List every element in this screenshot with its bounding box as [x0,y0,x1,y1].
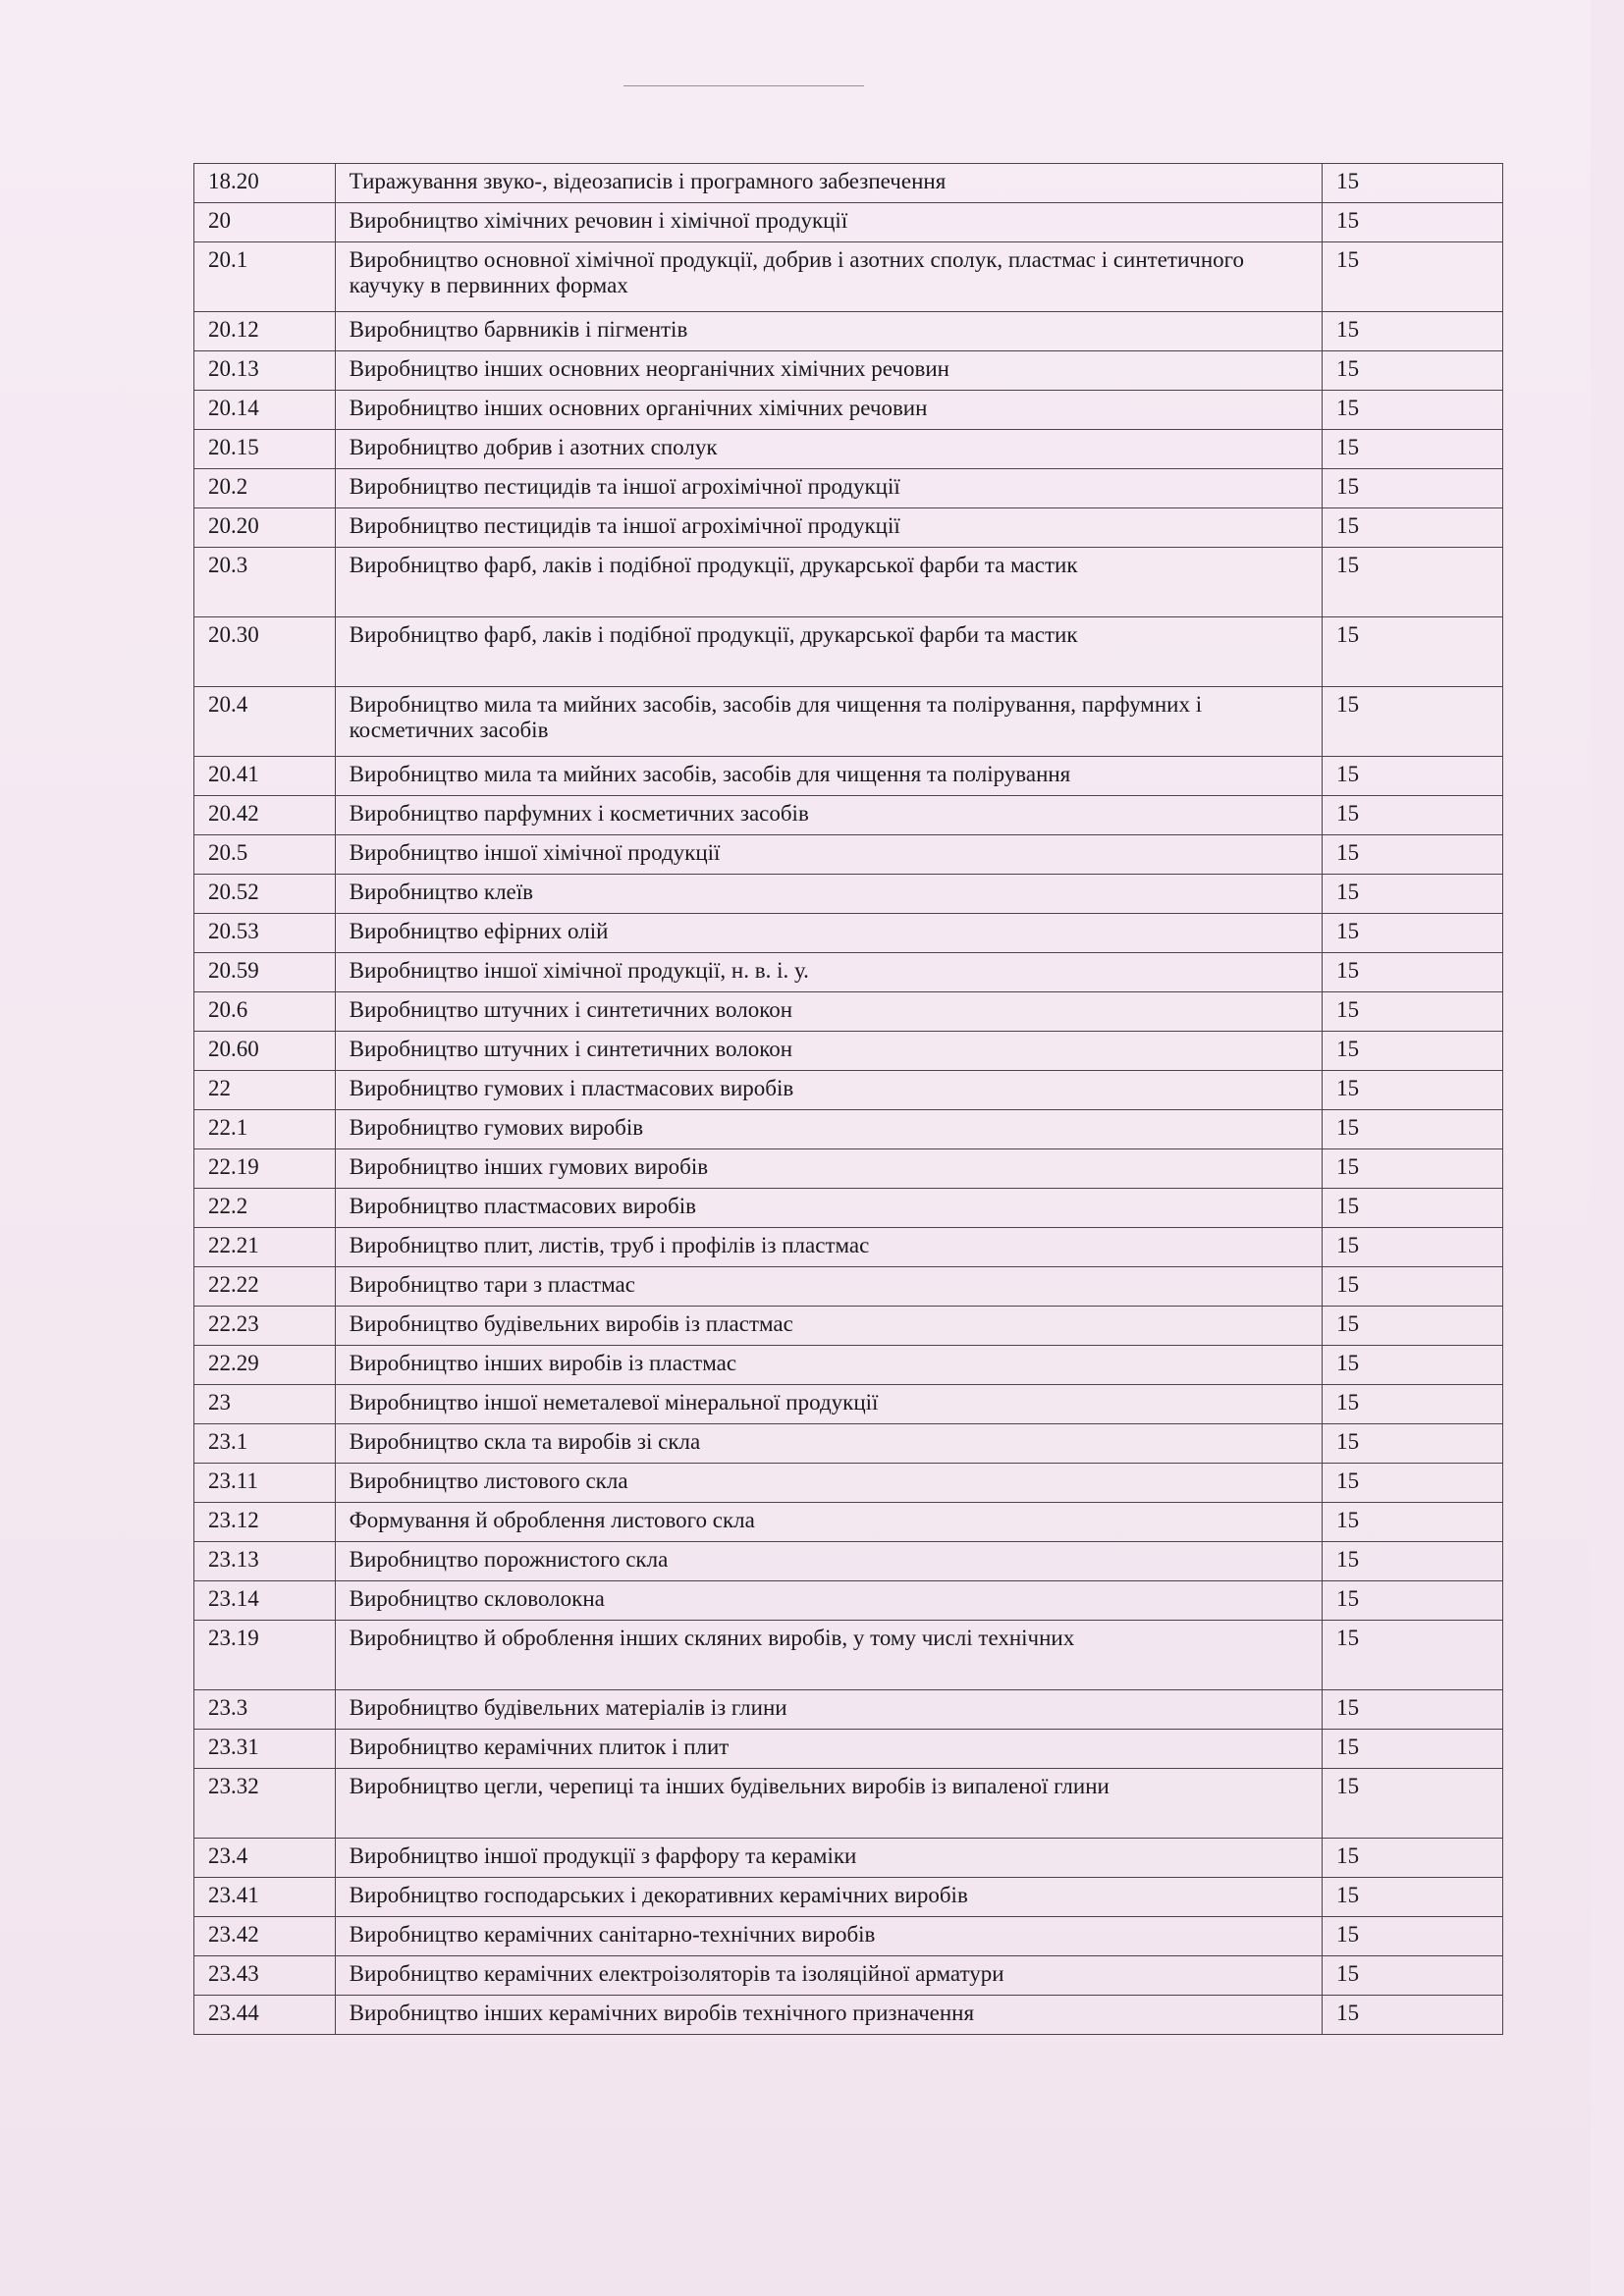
row-code: 23.11 [194,1464,336,1503]
row-rate: 15 [1323,1621,1503,1690]
table-row [194,1542,1503,1581]
row-name: Виробництво пестицидів та іншої агрохімічної продукції [335,508,1322,548]
row-name: Виробництво основної хімічної продукції, добрив і азотних сполук, пластмас і синтетичного каучуку в первинних формах [335,242,1322,312]
row-code: 20.1 [194,242,336,312]
row-code: 20.53 [194,914,336,953]
table-row [194,1839,1503,1878]
row-rate: 15 [1323,617,1503,687]
row-rate: 15 [1323,1385,1503,1424]
row-code: 23.4 [194,1839,336,1878]
table-row [194,1385,1503,1424]
table-row [194,617,1503,687]
row-rate: 15 [1323,430,1503,469]
table-row [194,1878,1503,1917]
row-code: 20.59 [194,953,336,992]
row-name: Виробництво гумових виробів [335,1110,1322,1149]
row-rate: 15 [1323,1690,1503,1730]
row-name: Виробництво листового скла [335,1464,1322,1503]
row-name: Виробництво скловолокна [335,1581,1322,1621]
row-rate: 15 [1323,1071,1503,1110]
table-row [194,1424,1503,1464]
row-rate: 15 [1323,992,1503,1032]
row-name: Виробництво керамічних плиток і плит [335,1730,1322,1769]
row-rate: 15 [1323,242,1503,312]
row-code: 22.23 [194,1307,336,1346]
row-rate: 15 [1323,312,1503,351]
row-code: 20.15 [194,430,336,469]
row-code: 23.14 [194,1581,336,1621]
table-row [194,1621,1503,1690]
row-rate: 15 [1323,914,1503,953]
table-row [194,203,1503,242]
row-name: Виробництво будівельних виробів із пластмас [335,1307,1322,1346]
table-row [194,687,1503,757]
row-code: 22.21 [194,1228,336,1267]
row-code: 20.13 [194,351,336,391]
row-rate: 15 [1323,687,1503,757]
row-rate: 15 [1323,1267,1503,1307]
table-row [194,1769,1503,1839]
row-code: 20.52 [194,875,336,914]
row-code: 23.3 [194,1690,336,1730]
row-code: 20.2 [194,469,336,508]
row-code: 23.41 [194,1878,336,1917]
row-name: Виробництво скла та виробів зі скла [335,1424,1322,1464]
row-code: 20 [194,203,336,242]
row-name: Виробництво інших гумових виробів [335,1149,1322,1189]
row-code: 20.14 [194,391,336,430]
row-rate: 15 [1323,1110,1503,1149]
row-name: Виробництво гумових і пластмасових виробів [335,1071,1322,1110]
row-code: 23.32 [194,1769,336,1839]
row-rate: 15 [1323,1878,1503,1917]
table-row [194,835,1503,875]
row-rate: 15 [1323,1464,1503,1503]
table-row [194,469,1503,508]
row-code: 22.29 [194,1346,336,1385]
row-name: Виробництво господарських і декоративних керамічних виробів [335,1878,1322,1917]
row-name: Виробництво ефірних олій [335,914,1322,953]
row-name: Виробництво пестицидів та іншої агрохімічної продукції [335,469,1322,508]
table-row [194,1307,1503,1346]
row-name: Виробництво пластмасових виробів [335,1189,1322,1228]
row-rate: 15 [1323,1346,1503,1385]
row-name: Виробництво фарб, лаків і подібної продукції, друкарської фарби та мастик [335,617,1322,687]
row-code: 20.6 [194,992,336,1032]
table-row [194,875,1503,914]
table-row [194,312,1503,351]
row-name: Виробництво мила та мийних засобів, засобів для чищення та полірування, парфумних і косметичних засобів [335,687,1322,757]
row-code: 22.2 [194,1189,336,1228]
row-name: Виробництво іншої хімічної продукції [335,835,1322,875]
row-name: Виробництво іншої хімічної продукції, н. в. і. у. [335,953,1322,992]
row-name: Виробництво штучних і синтетичних волокон [335,1032,1322,1071]
row-name: Виробництво парфумних і косметичних засобів [335,796,1322,835]
row-rate: 15 [1323,1996,1503,2035]
row-rate: 15 [1323,1307,1503,1346]
table-row [194,351,1503,391]
row-name: Виробництво барвників і пігментів [335,312,1322,351]
table-row [194,508,1503,548]
table-row [194,1730,1503,1769]
row-rate: 15 [1323,351,1503,391]
table-row [194,164,1503,203]
table-row [194,242,1503,312]
row-name: Виробництво фарб, лаків і подібної продукції, друкарської фарби та мастик [335,548,1322,617]
table-row [194,430,1503,469]
row-name: Виробництво порожнистого скла [335,1542,1322,1581]
row-code: 23.19 [194,1621,336,1690]
row-rate: 15 [1323,953,1503,992]
row-code: 20.30 [194,617,336,687]
table-row [194,1464,1503,1503]
row-code: 20.20 [194,508,336,548]
row-code: 20.5 [194,835,336,875]
row-name: Виробництво інших основних неорганічних хімічних речовин [335,351,1322,391]
row-code: 22.19 [194,1149,336,1189]
table-row [194,796,1503,835]
row-rate: 15 [1323,508,1503,548]
row-rate: 15 [1323,1730,1503,1769]
row-rate: 15 [1323,469,1503,508]
table-row [194,1071,1503,1110]
row-code: 20.3 [194,548,336,617]
table-row [194,1503,1503,1542]
table-row [194,1032,1503,1071]
row-name: Виробництво штучних і синтетичних волокон [335,992,1322,1032]
row-rate: 15 [1323,1228,1503,1267]
row-name: Виробництво інших керамічних виробів технічного призначення [335,1996,1322,2035]
row-code: 22 [194,1071,336,1110]
row-rate: 15 [1323,1769,1503,1839]
table-row [194,1110,1503,1149]
table-row [194,757,1503,796]
row-rate: 15 [1323,1189,1503,1228]
row-code: 20.60 [194,1032,336,1071]
row-name: Формування й оброблення листового скла [335,1503,1322,1542]
top-divider [623,85,864,86]
table-row [194,1228,1503,1267]
row-code: 22.1 [194,1110,336,1149]
row-rate: 15 [1323,1581,1503,1621]
table-row [194,548,1503,617]
row-name: Тиражування звуко-, відеозаписів і програмного забезпечення [335,164,1322,203]
row-name: Виробництво хімічних речовин і хімічної продукції [335,203,1322,242]
row-rate: 15 [1323,1839,1503,1878]
row-rate: 15 [1323,164,1503,203]
row-name: Виробництво цегли, черепиці та інших будівельних виробів із випаленої глини [335,1769,1322,1839]
row-name: Виробництво інших виробів із пластмас [335,1346,1322,1385]
table-row [194,1581,1503,1621]
table-row [194,1996,1503,2035]
row-rate: 15 [1323,757,1503,796]
row-name: Виробництво керамічних санітарно-технічних виробів [335,1917,1322,1956]
row-rate: 15 [1323,835,1503,875]
row-name: Виробництво добрив і азотних сполук [335,430,1322,469]
row-rate: 15 [1323,1917,1503,1956]
row-name: Виробництво плит, листів, труб і профілів із пластмас [335,1228,1322,1267]
table-row [194,992,1503,1032]
table-row [194,1917,1503,1956]
row-name: Виробництво інших основних органічних хімічних речовин [335,391,1322,430]
row-name: Виробництво будівельних матеріалів із глини [335,1690,1322,1730]
row-rate: 15 [1323,391,1503,430]
row-code: 20.41 [194,757,336,796]
row-name: Виробництво й оброблення інших скляних виробів, у тому числі технічних [335,1621,1322,1690]
row-code: 18.20 [194,164,336,203]
table-row [194,1956,1503,1996]
row-name: Виробництво мила та мийних засобів, засобів для чищення та полірування [335,757,1322,796]
table-row [194,1267,1503,1307]
table-row [194,953,1503,992]
row-code: 20.42 [194,796,336,835]
row-code: 22.22 [194,1267,336,1307]
row-rate: 15 [1323,1149,1503,1189]
row-rate: 15 [1323,1032,1503,1071]
row-code: 23.42 [194,1917,336,1956]
row-rate: 15 [1323,875,1503,914]
row-code: 23.13 [194,1542,336,1581]
table-row [194,914,1503,953]
table-row [194,1189,1503,1228]
row-name: Виробництво іншої неметалевої мінеральної продукції [335,1385,1322,1424]
row-code: 23.1 [194,1424,336,1464]
table-row [194,1149,1503,1189]
table-row [194,1346,1503,1385]
row-code: 23.12 [194,1503,336,1542]
row-code: 23.44 [194,1996,336,2035]
row-rate: 15 [1323,1542,1503,1581]
row-rate: 15 [1323,1424,1503,1464]
row-code: 23 [194,1385,336,1424]
row-name: Виробництво керамічних електроізоляторів та ізоляційної арматури [335,1956,1322,1996]
row-rate: 15 [1323,796,1503,835]
row-code: 23.43 [194,1956,336,1996]
row-name: Виробництво тари з пластмас [335,1267,1322,1307]
table-row [194,1690,1503,1730]
row-rate: 15 [1323,203,1503,242]
row-rate: 15 [1323,548,1503,617]
row-code: 20.12 [194,312,336,351]
table-row [194,391,1503,430]
row-rate: 15 [1323,1956,1503,1996]
row-name: Виробництво іншої продукції з фарфору та кераміки [335,1839,1322,1878]
row-rate: 15 [1323,1503,1503,1542]
row-name: Виробництво клеїв [335,875,1322,914]
row-code: 23.31 [194,1730,336,1769]
row-code: 20.4 [194,687,336,757]
activity-rate-table [193,163,1503,2035]
